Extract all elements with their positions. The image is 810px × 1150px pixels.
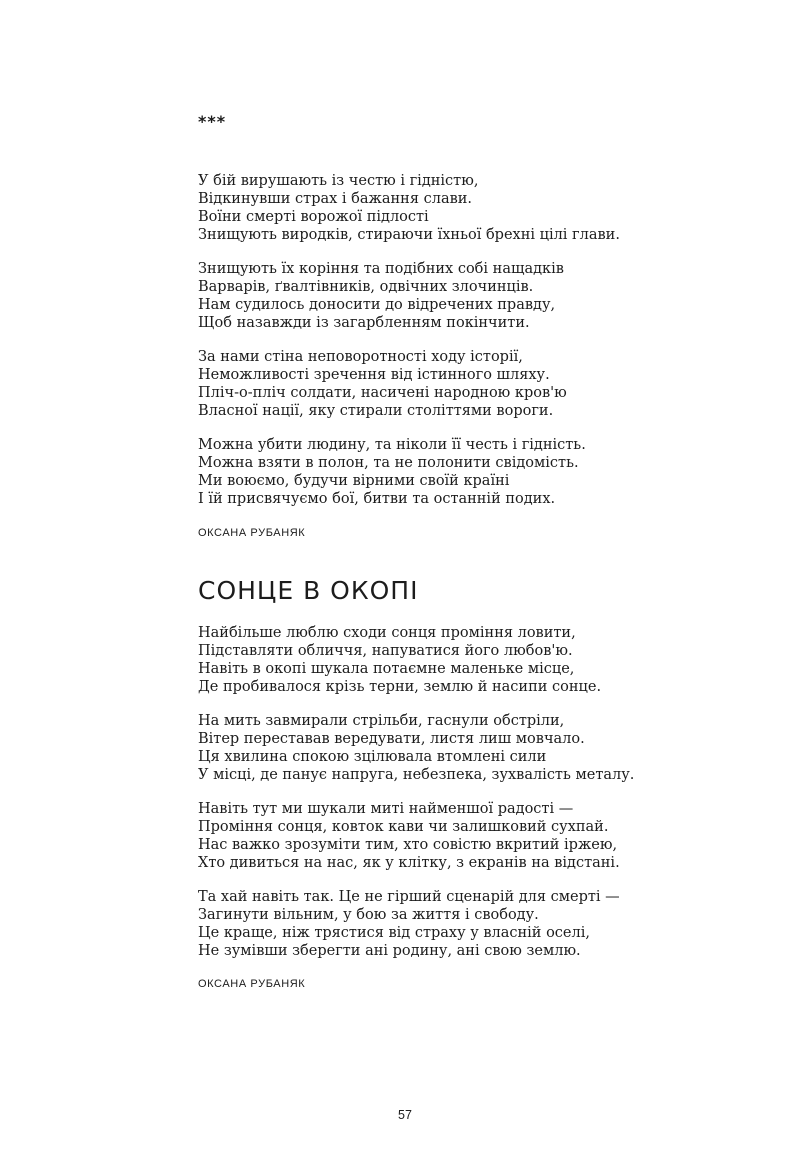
poem-line: Нас важко зрозуміти тим, хто совістю вкритий іржею, <box>198 837 618 853</box>
page-number: 57 <box>398 1108 412 1122</box>
stanza <box>198 260 620 332</box>
poem-line: Відкинувши страх і бажання слави. <box>198 191 473 207</box>
poem-line: Та хай навіть так. Це не гірший сценарій для смерті — <box>198 889 620 905</box>
poem-2-body <box>198 624 634 960</box>
poem-line: Ми воюємо, будучи вірними своїй країні <box>198 473 510 489</box>
poem-line: Проміння сонця, ковток кави чи залишковий сухпай. <box>198 819 609 835</box>
section-separator: *** <box>198 112 227 131</box>
poem-line: Знищують їх коріння та подібних собі нащадків <box>198 261 564 277</box>
stanza <box>198 888 634 960</box>
poem-1-body <box>198 172 620 508</box>
stanza <box>198 172 620 244</box>
poem-line: На мить завмирали стрільби, гаснули обстріли, <box>198 713 565 729</box>
poem-line: Вітер переставав вередувати, листя лиш мовчало. <box>198 731 585 747</box>
stanza <box>198 436 620 508</box>
poem-line: Можна убити людину, та ніколи її честь і гідність. <box>198 437 586 453</box>
poem-line: Загинути вільним, у бою за життя і свободу. <box>198 907 539 923</box>
poem-line: У місці, де панує напруга, небезпека, зухвалість металу. <box>198 767 635 783</box>
poem-line: Можна взяти в полон, та не полонити свідомість. <box>198 455 579 471</box>
stanza <box>198 800 634 872</box>
poem-line: У бій вирушають із честю і гідністю, <box>198 173 479 189</box>
poem-line: Власної нації, яку стирали століттями вороги. <box>198 403 554 419</box>
poem-line: Це краще, ніж трястися від страху у власній оселі, <box>198 925 590 941</box>
stanza <box>198 348 620 420</box>
poem-1-author: ОКСАНА РУБАНЯК <box>198 527 306 539</box>
poem-line: Найбільше люблю сходи сонця проміння ловити, <box>198 625 576 641</box>
poem-line: Навіть в окопі шукала потаємне маленьке місце, <box>198 661 575 677</box>
poem-line: Ця хвилина спокою зцілювала втомлені сили <box>198 749 547 765</box>
stanza <box>198 624 634 696</box>
poem-line: Де пробивалося крізь терни, землю й насипи сонце. <box>198 679 602 695</box>
poem-line: За нами стіна неповоротності ходу історії, <box>198 349 523 365</box>
poem-line: Хто дивиться на нас, як у клітку, з екранів на відстані. <box>198 855 620 871</box>
poem-line: Навіть тут ми шукали миті найменшої радості — <box>198 801 574 817</box>
poem-line: Знищують виродків, стираючи їхньої брехні цілі глави. <box>198 227 620 243</box>
poem-line: Не зумівши зберегти ані родину, ані свою землю. <box>198 943 581 959</box>
poem-line: Нам судилось доносити до відречених правду, <box>198 297 556 313</box>
stanza <box>198 712 634 784</box>
poem-2-author: ОКСАНА РУБАНЯК <box>198 978 306 990</box>
poem-line: Воїни смерті ворожої підлості <box>198 209 429 225</box>
poem-line: І їй присвячуємо бої, битви та останній подих. <box>198 491 556 507</box>
poem-2-title: СОНЦЕ В ОКОПІ <box>198 576 419 605</box>
poem-line: Неможливості зречення від істинного шляху. <box>198 367 550 383</box>
poem-line: Пліч-о-пліч солдати, насичені народною кров'ю <box>198 385 567 401</box>
poem-line: Підставляти обличчя, напуватися його любов'ю. <box>198 643 573 659</box>
poem-line: Щоб назавжди із загарбленням покінчити. <box>198 315 530 331</box>
poem-line: Варварів, ґвалтівників, одвічних злочинців. <box>198 279 534 295</box>
